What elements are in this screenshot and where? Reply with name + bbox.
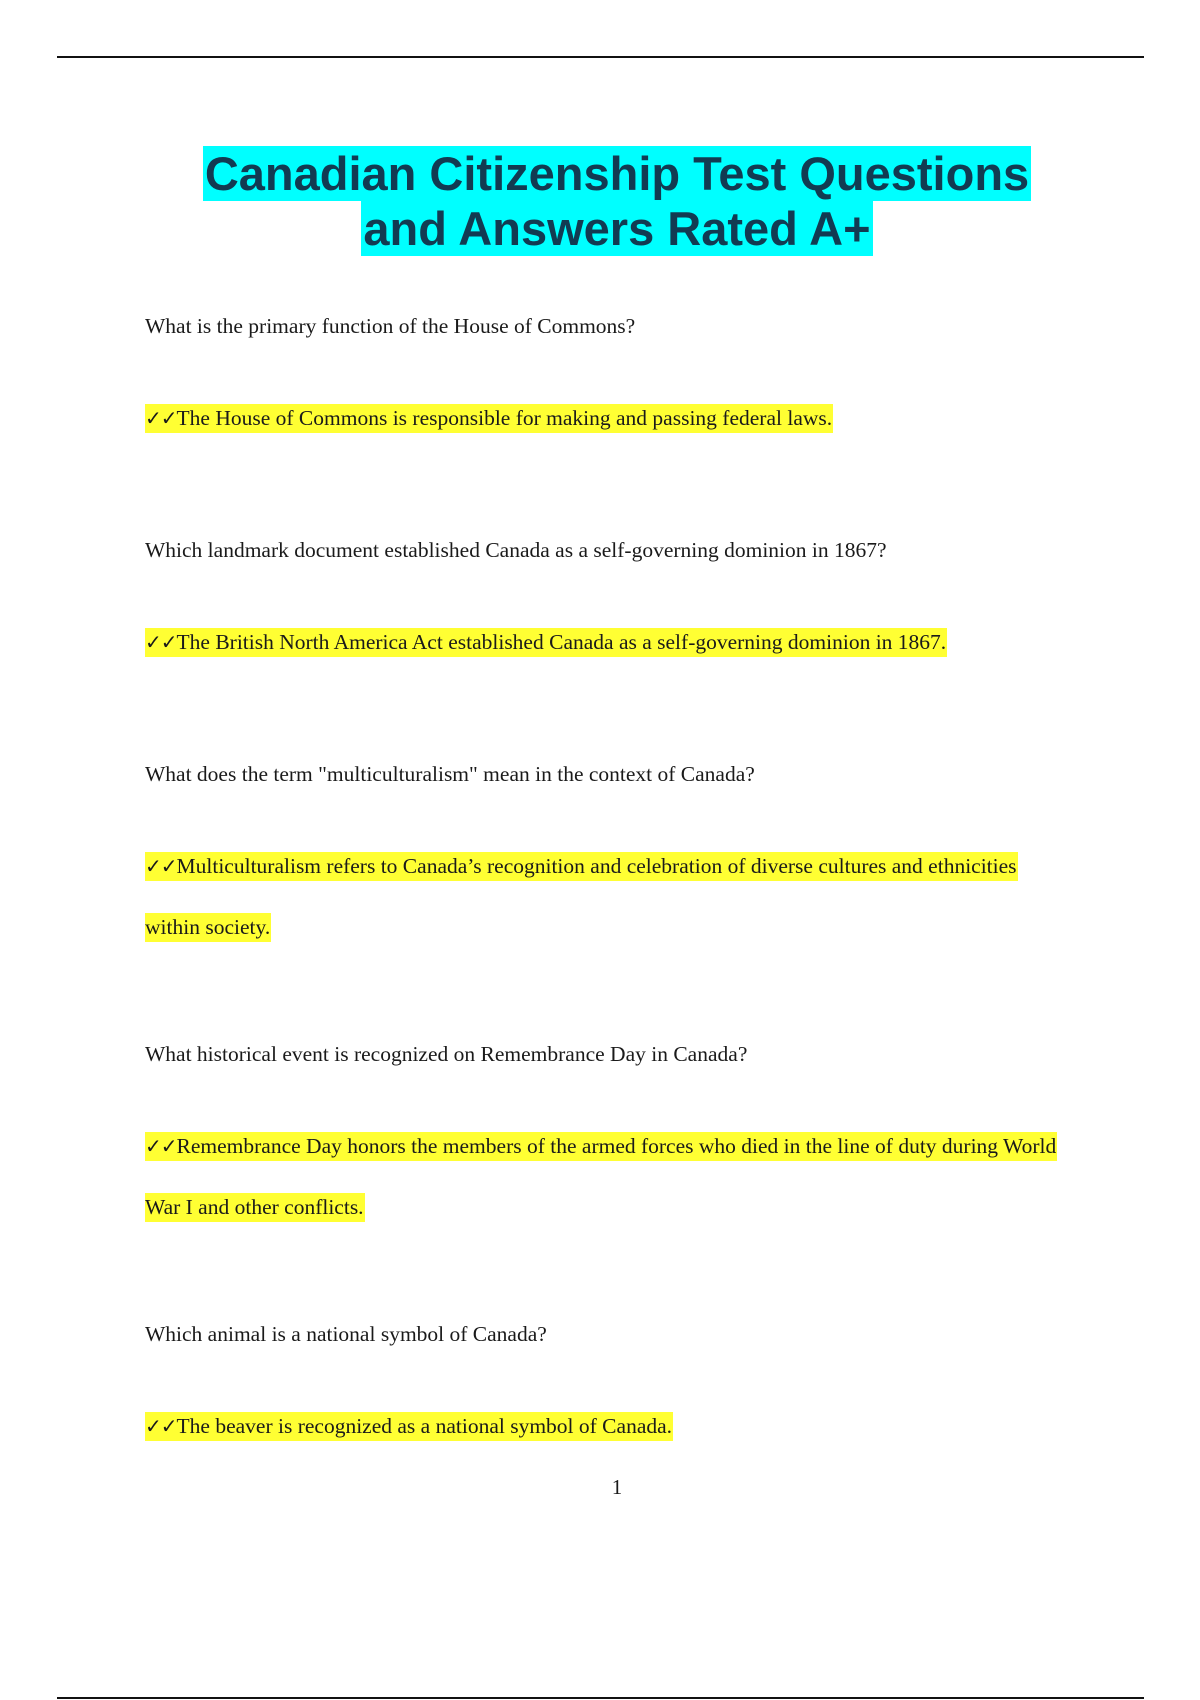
double-check-icon: ✓✓ xyxy=(145,1414,177,1438)
bottom-rule xyxy=(57,1697,1144,1699)
title-line-1: Canadian Citizenship Test Questions xyxy=(204,147,1030,200)
answer-text: ✓✓Remembrance Day honors the members of the armed forces who died in the line of duty during World War I and other conflicts. xyxy=(145,1116,1065,1238)
question-text: Which landmark document established Canada as a self-governing dominion in 1867? xyxy=(145,538,887,562)
qa-item-2 xyxy=(145,535,1065,673)
question-text: What is the primary function of the House of Commons? xyxy=(145,314,636,338)
answer-text: ✓✓The British North America Act established Canada as a self-governing dominion in 1867. xyxy=(145,612,1065,673)
double-check-icon: ✓✓ xyxy=(145,1134,177,1158)
qa-item-4 xyxy=(145,1039,1065,1238)
answer-text: ✓✓The beaver is recognized as a national symbol of Canada. xyxy=(145,1396,1065,1457)
qa-item-3 xyxy=(145,759,1065,958)
question-text: What historical event is recognized on Remembrance Day in Canada? xyxy=(145,1042,748,1066)
answer-text: ✓✓The House of Commons is responsible for making and passing federal laws. xyxy=(145,388,1065,449)
double-check-icon: ✓✓ xyxy=(145,854,177,878)
title-line-2: and Answers Rated A+ xyxy=(363,202,871,255)
document-title xyxy=(0,146,1200,256)
double-check-icon: ✓✓ xyxy=(145,630,177,654)
question-text: Which animal is a national symbol of Canada? xyxy=(145,1322,547,1346)
question-text: What does the term "multiculturalism" mean in the context of Canada? xyxy=(145,762,755,786)
page-number: 1 xyxy=(611,1475,623,1499)
answer-text: ✓✓Multiculturalism refers to Canada’s recognition and celebration of diverse cultures and ethnicities within society. xyxy=(145,836,1065,958)
top-rule xyxy=(57,56,1144,58)
qa-item-1 xyxy=(145,311,1065,449)
double-check-icon: ✓✓ xyxy=(145,406,177,430)
qa-item-5 xyxy=(145,1319,1065,1457)
